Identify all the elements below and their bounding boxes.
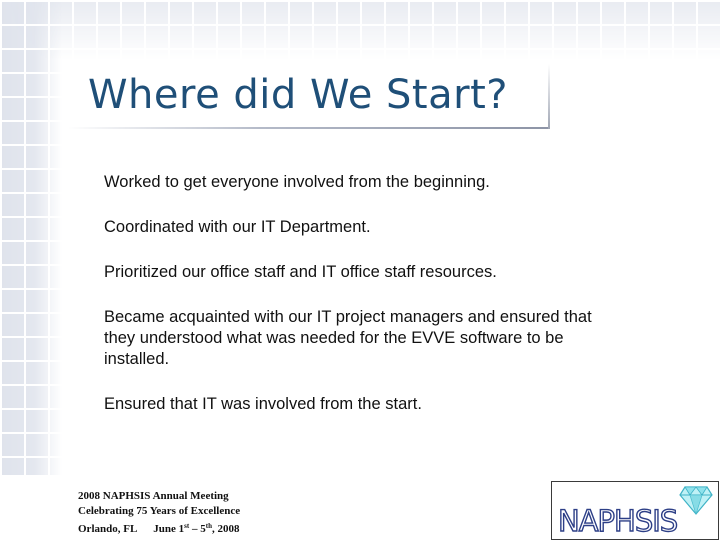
- bullet-item: Coordinated with our IT Department.: [104, 218, 371, 236]
- bullet-list: [104, 172, 664, 439]
- background-grid-left: [0, 0, 62, 475]
- slide-title: Where did We Start?: [88, 72, 508, 118]
- footer-date-sup-start: st: [184, 522, 190, 530]
- footer-date-start: June 1: [153, 523, 185, 535]
- naphsis-logo: [551, 481, 719, 540]
- bullet-item: Prioritized our office staff and IT office staff resources.: [104, 263, 497, 281]
- bullet-item: Ensured that IT was involved from the start.: [104, 395, 422, 413]
- footer-location: Orlando, FL: [78, 523, 138, 535]
- title-side-rule: [548, 64, 550, 129]
- footer-date-range: – 5: [189, 523, 206, 535]
- footer-meeting: 2008 NAPHSIS Annual Meeting: [78, 490, 229, 502]
- bullet-item: Became acquainted with our IT project managers and ensured that they understood what was needed for the EVVE software to be installed.: [104, 308, 592, 368]
- footer-location-date: [78, 519, 240, 537]
- footer-date-year: , 2008: [211, 523, 240, 535]
- logo-text: NAPHSIS: [558, 504, 678, 538]
- background-grid-top: [0, 0, 720, 60]
- footer-text: [78, 489, 240, 537]
- footer-tagline: Celebrating 75 Years of Excellence: [78, 505, 241, 517]
- bullet-item: Worked to get everyone involved from the beginning.: [104, 173, 490, 191]
- footer-date-sup-end: th: [205, 522, 212, 530]
- title-underline: [68, 127, 550, 129]
- diamond-icon: [679, 485, 713, 520]
